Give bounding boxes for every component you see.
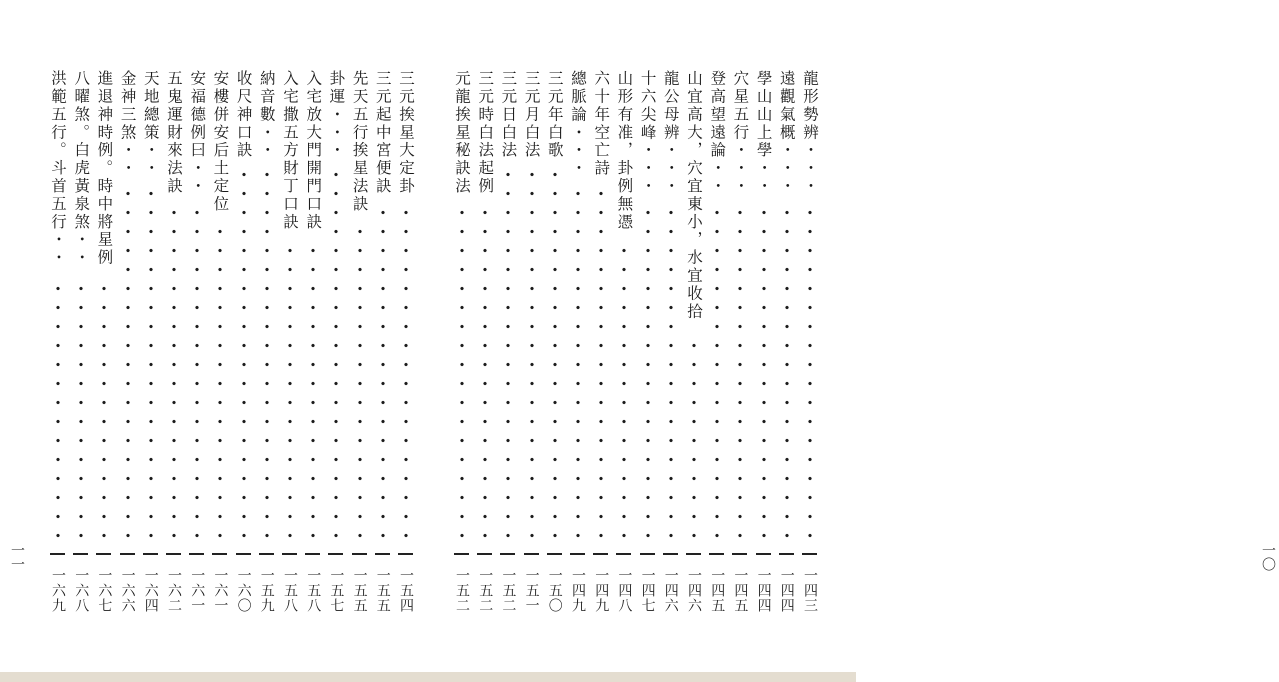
toc-leader-dots	[302, 241, 324, 548]
toc-entry-page-number: 一六二	[166, 568, 182, 613]
toc-entry-page-number: 一四四	[755, 568, 772, 613]
toc-entry-page-number: 一四九	[593, 568, 610, 613]
toc-leader-dots	[70, 279, 92, 548]
toc-entry-page-number: 一五二	[500, 568, 517, 613]
toc-entry-title: 元龍挨星秘訣法	[453, 70, 471, 196]
toc-entry-title: 收尺神口訣	[234, 70, 253, 160]
toc-leader-dots	[497, 165, 519, 548]
toc-entry	[302, 70, 324, 231]
toc-entry-dash	[352, 553, 367, 555]
toc-leader-dots	[140, 184, 162, 548]
toc-entry	[613, 70, 635, 231]
toc-entry-dash	[143, 553, 158, 555]
toc-entry-title: 山宜高大，穴宜東小，水宜收拾	[685, 70, 703, 321]
toc-entry	[233, 70, 255, 160]
toc-entry	[497, 70, 519, 160]
toc-entry-dash	[328, 553, 343, 555]
toc-entry-dash	[477, 553, 492, 555]
toc-entry	[279, 70, 301, 231]
toc-leader-dots	[660, 203, 682, 548]
toc-leader-dots	[729, 203, 751, 548]
toc-entry-dash	[120, 553, 135, 555]
toc-entry	[729, 70, 751, 195]
toc-entry-page-number: 一四五	[709, 568, 726, 613]
toc-entry	[256, 70, 278, 160]
toc-entry	[163, 70, 185, 195]
toc-leader-dots	[325, 165, 347, 548]
toc-leader-dots	[47, 279, 69, 548]
toc-entry-page-number: 一五九	[258, 568, 275, 613]
page-edge-shadow	[0, 672, 856, 682]
toc-entry-page-number: 一五五	[351, 568, 368, 613]
toc-entry-page-number: 一六〇	[235, 568, 252, 613]
toc-entry-title: 龍公母辨・・・	[661, 70, 680, 196]
toc-entry-page-number: 一四四	[778, 568, 795, 613]
toc-entry-title: 天地總策・・	[141, 70, 160, 178]
toc-entry	[474, 70, 496, 195]
toc-leader-dots	[372, 203, 394, 548]
toc-entry-title: 登高望遠論・・	[708, 70, 727, 196]
right-page	[428, 0, 1276, 672]
toc-entry-dash	[756, 553, 771, 555]
toc-entry-dash	[259, 553, 274, 555]
toc-entry	[93, 70, 115, 267]
toc-leader-dots	[349, 222, 371, 548]
toc-entry-title: 遠觀氣概・・・	[777, 70, 796, 196]
toc-entry-title: 三元起中宮便訣	[373, 70, 392, 196]
toc-entry-page-number: 一四六	[662, 568, 679, 613]
toc-entry-title: 龍形勢辨・・・	[801, 70, 819, 196]
toc-entry	[117, 70, 139, 177]
toc-leader-dots	[279, 241, 301, 548]
toc-entry-dash	[50, 553, 65, 555]
toc-entry	[521, 70, 543, 160]
toc-entry-title: 三元時白法起例	[476, 70, 495, 196]
toc-entry-page-number: 一四七	[639, 568, 656, 613]
right-page-folio: 一〇	[1260, 543, 1276, 571]
toc-leader-dots	[590, 184, 612, 548]
toc-entry-page-number: 一五〇	[546, 568, 563, 613]
toc-leader-dots	[209, 222, 231, 548]
toc-entry-title: 卦運・・・	[327, 70, 346, 160]
toc-leader-dots	[613, 241, 635, 548]
toc-entry-page-number: 一五五	[374, 568, 391, 613]
toc-entry-title: 三元月白法	[522, 70, 541, 160]
toc-entry-dash	[96, 553, 111, 555]
toc-entry-title: 金神三煞・・	[118, 70, 137, 178]
toc-entry	[590, 70, 612, 177]
toc-entry-dash	[570, 553, 585, 555]
toc-entry-title: 三元挨星大定卦	[397, 70, 415, 196]
toc-entry	[325, 70, 347, 160]
toc-entry-dash	[686, 553, 701, 555]
toc-leader-dots	[567, 184, 589, 548]
toc-entry-dash	[166, 553, 181, 555]
toc-entry-title: 三元年白歌	[545, 70, 564, 160]
toc-entry-dash	[189, 553, 204, 555]
toc-entry	[567, 70, 589, 177]
toc-entry-title: 學山山上學・・	[754, 70, 773, 196]
toc-leader-dots	[395, 203, 417, 548]
toc-entry-dash	[779, 553, 794, 555]
left-page	[0, 0, 428, 672]
toc-entry-page-number: 一四三	[802, 568, 818, 613]
toc-entry-dash	[212, 553, 227, 555]
toc-leader-dots	[799, 203, 821, 548]
toc-entry	[544, 70, 566, 160]
toc-entry-dash	[524, 553, 539, 555]
toc-entry	[660, 70, 682, 195]
toc-leader-dots	[521, 165, 543, 548]
toc-entry-title: 五鬼運財來法訣	[165, 70, 183, 196]
toc-entry-dash	[282, 553, 297, 555]
toc-entry-page-number: 一五八	[282, 568, 298, 613]
toc-leader-dots	[474, 203, 496, 548]
toc-entry-title: 安樓併安后土定位	[211, 70, 230, 214]
toc-entry	[372, 70, 394, 195]
toc-entry-title: 穴星五行・・・	[731, 70, 750, 196]
toc-entry-page-number: 一五二	[477, 568, 494, 613]
toc-entry-page-number: 一四八	[616, 568, 633, 613]
toc-entry-dash	[305, 553, 320, 555]
toc-entry-page-number: 一四九	[570, 568, 586, 613]
toc-leader-dots	[753, 203, 775, 548]
toc-entry	[451, 70, 473, 195]
toc-entry	[186, 70, 208, 195]
toc-entry-page-number: 一四六	[686, 568, 702, 613]
toc-entry	[209, 70, 231, 213]
toc-leader-dots	[706, 203, 728, 548]
left-page-folio: 一一	[9, 543, 25, 571]
toc-entry	[395, 70, 417, 195]
toc-entry	[706, 70, 728, 195]
toc-entry-dash	[663, 553, 678, 555]
toc-entry-page-number: 一六七	[96, 568, 113, 613]
toc-entry-page-number: 一六九	[50, 568, 66, 613]
toc-leader-dots	[163, 203, 185, 548]
toc-entry-title: 十六尖峰・・・	[638, 70, 657, 196]
toc-entry-title: 八曜煞。白虎黃泉煞・・	[72, 70, 91, 267]
toc-entry-dash	[375, 553, 390, 555]
toc-entry	[47, 70, 69, 267]
toc-leader-dots	[683, 336, 705, 548]
toc-entry-page-number: 一五一	[523, 568, 540, 613]
toc-entry-dash	[593, 553, 608, 555]
toc-entry-dash	[709, 553, 724, 555]
toc-entry-dash	[73, 553, 88, 555]
toc-leader-dots	[186, 203, 208, 548]
toc-entry-page-number: 一四五	[732, 568, 749, 613]
toc-entry	[776, 70, 798, 195]
toc-entry-dash	[616, 553, 631, 555]
toc-leader-dots	[776, 203, 798, 548]
toc-entry	[683, 70, 705, 321]
toc-entry	[349, 70, 371, 213]
toc-leader-dots	[256, 165, 278, 548]
toc-entry-title: 納音數・・	[257, 70, 276, 160]
toc-entry-page-number: 一六一	[189, 568, 206, 613]
toc-entry	[799, 70, 821, 195]
toc-entry-dash	[236, 553, 251, 555]
toc-entry	[140, 70, 162, 177]
toc-entry-page-number: 一五七	[328, 568, 345, 613]
toc-entry-page-number: 一五四	[398, 568, 414, 613]
toc-entry-title: 洪範五行。斗首五行・・	[49, 70, 67, 267]
toc-entry-dash	[547, 553, 562, 555]
toc-leader-dots	[637, 203, 659, 548]
toc-entry-dash	[732, 553, 747, 555]
toc-entry-page-number: 一六六	[119, 568, 136, 613]
toc-entry-dash	[454, 553, 469, 555]
toc-entry-page-number: 一六一	[212, 568, 229, 613]
toc-entry-page-number: 一五八	[305, 568, 322, 613]
toc-leader-dots	[544, 165, 566, 548]
toc-entry	[637, 70, 659, 195]
toc-entry-title: 安福德例曰・・	[188, 70, 207, 196]
toc-leader-dots	[93, 279, 115, 548]
toc-entry-title: 入宅放大門開門口訣	[304, 70, 323, 232]
toc-leader-dots	[117, 184, 139, 548]
toc-entry-title: 進退神時例。時中將星例	[95, 70, 114, 267]
toc-entry	[70, 70, 92, 267]
toc-leader-dots	[233, 165, 255, 548]
toc-entry-title: 總脈論・・・	[569, 70, 587, 178]
toc-entry-title: 三元日白法	[499, 70, 518, 160]
toc-entry-dash	[398, 553, 413, 555]
toc-entry-page-number: 一五二	[454, 568, 470, 613]
toc-entry-page-number: 一六四	[142, 568, 159, 613]
toc-entry-title: 入宅撒五方財丁口訣	[281, 70, 299, 232]
toc-leader-dots	[451, 203, 473, 548]
toc-entry-dash	[500, 553, 515, 555]
toc-entry-dash	[640, 553, 655, 555]
toc-entry-page-number: 一六八	[73, 568, 90, 613]
toc-entry-title: 山形有准，卦例無憑	[615, 70, 634, 232]
toc-entry-title: 六十年空亡詩	[592, 70, 611, 178]
toc-entry-title: 先天五行挨星法訣	[350, 70, 369, 214]
toc-entry	[753, 70, 775, 195]
toc-entry-dash	[802, 553, 817, 555]
